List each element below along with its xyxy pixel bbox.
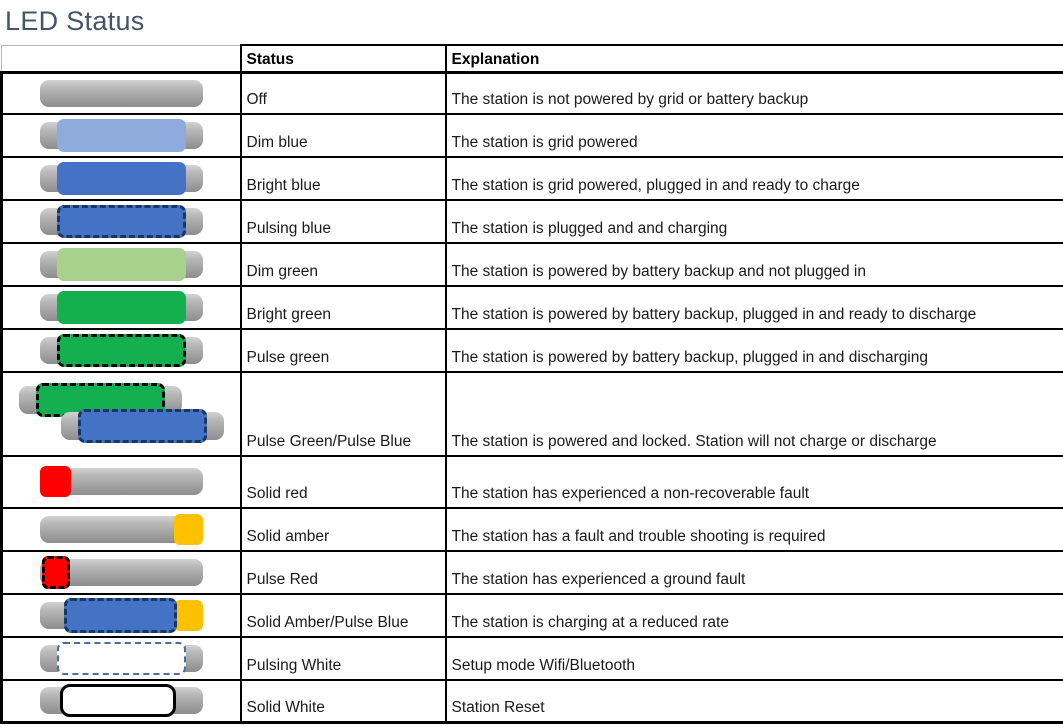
table-row [2,456,1063,508]
led-illustration-cell [2,114,241,157]
explanation-value: The station is grid powered, plugged in and ready to charge [446,157,1063,200]
led-housing-bar [40,645,203,672]
led-illustration-cell [2,157,241,200]
led-housing-bar [61,412,224,440]
led-illustration-cell [2,594,241,637]
explanation-value: Setup mode Wifi/Bluetooth [446,637,1063,680]
led-illustration-cell [2,680,241,723]
status-value: Solid amber [241,508,446,551]
led-illustration-cell [2,286,241,329]
pulsing-green-light [57,334,186,367]
explanation-value: Station Reset [446,680,1063,723]
explanation-value: The station has experienced a non-recoverable fault [446,456,1063,508]
table-row [2,200,1063,243]
status-value: Pulse Red [241,551,446,594]
table-row [2,594,1063,637]
led-housing-bar [40,80,203,107]
page-title: LED Status [5,6,145,36]
led-housing-bar [40,516,203,543]
led-indicator [40,602,203,629]
bright-green-light [57,291,186,324]
status-value: Solid Amber/Pulse Blue [241,594,446,637]
explanation-value: The station is powered by battery backup and not plugged in [446,243,1063,286]
pulsing-white-light [57,642,186,675]
led-housing-bar [40,337,203,364]
explanation-value: The station is plugged and and charging [446,200,1063,243]
led-indicator [40,122,203,149]
led-housing-bar [40,251,203,278]
led-illustration-cell [2,508,241,551]
led-housing-bar [40,687,203,714]
led-housing-bar [40,294,203,321]
explanation-column-header: Explanation [446,45,1063,73]
led-illustration-cell [2,329,241,372]
led-indicator [40,468,203,495]
amber-light [174,600,203,631]
led-indicator [40,165,203,192]
pulsing-blue-light [78,409,207,443]
status-value: Dim blue [241,114,446,157]
table-row [2,508,1063,551]
status-value: Off [241,73,446,114]
pulsing-blue-light [64,598,177,633]
led-indicator [40,645,203,672]
led-table-body [2,73,1063,723]
led-housing-bar [40,602,203,629]
explanation-value: The station is powered and locked. Station will not charge or discharge [446,372,1063,456]
status-value: Pulsing blue [241,200,446,243]
white-light [60,684,176,717]
led-housing-bar [40,468,203,495]
table-row [2,680,1063,723]
led-indicator [40,559,203,586]
led-indicator [40,337,203,364]
table-row [2,114,1063,157]
led-illustration-cell [2,243,241,286]
led-illustration-cell [2,551,241,594]
status-value: Pulsing White [241,637,446,680]
led-housing-bar [40,208,203,235]
led-illustration-cell [2,372,241,456]
dim-green-light [57,248,186,281]
led-housing [40,80,203,107]
status-value: Bright blue [241,157,446,200]
status-column-header: Status [241,45,446,73]
table-row [2,637,1063,680]
led-indicator [40,208,203,235]
led-indicator [40,80,203,107]
status-value: Pulse Green/Pulse Blue [241,372,446,456]
explanation-value: The station is grid powered [446,114,1063,157]
explanation-value: The station is powered by battery backup, plugged in and discharging [446,329,1063,372]
led-housing-bar [40,122,203,149]
table-row [2,243,1063,286]
amber-light [174,514,203,545]
table-row [2,372,1063,456]
status-value: Solid White [241,680,446,723]
led-indicator [40,251,203,278]
explanation-value: The station is powered by battery backup, plugged in and ready to discharge [446,286,1063,329]
bright-blue-light [57,162,186,195]
led-illustration-cell [2,73,241,114]
led-status-table [0,44,1063,724]
explanation-value: The station is charging at a reduced rate [446,594,1063,637]
led-illustration-cell [2,637,241,680]
table-row [2,551,1063,594]
status-value: Dim green [241,243,446,286]
led-illustration-cell [2,456,241,508]
led-indicator [19,386,224,442]
pulsing-blue-light [57,205,186,238]
header-row [2,45,1063,73]
pulsing-red-light [42,556,70,589]
led-indicator [40,294,203,321]
led-housing-bar [40,559,203,586]
led-status-page [0,5,1063,726]
led-indicator [40,687,203,714]
explanation-value: The station has a fault and trouble shooting is required [446,508,1063,551]
explanation-value: The station has experienced a ground fault [446,551,1063,594]
status-value: Pulse green [241,329,446,372]
led-housing-bar [40,165,203,192]
led-illustration-cell [2,200,241,243]
explanation-value: The station is not powered by grid or battery backup [446,73,1063,114]
table-row [2,73,1063,114]
led-indicator [40,516,203,543]
status-value: Bright green [241,286,446,329]
table-row [2,286,1063,329]
table-row [2,157,1063,200]
led-column-header [2,45,241,73]
table-row [2,329,1063,372]
red-light [40,466,71,497]
status-value: Solid red [241,456,446,508]
dim-blue-light [57,119,186,152]
